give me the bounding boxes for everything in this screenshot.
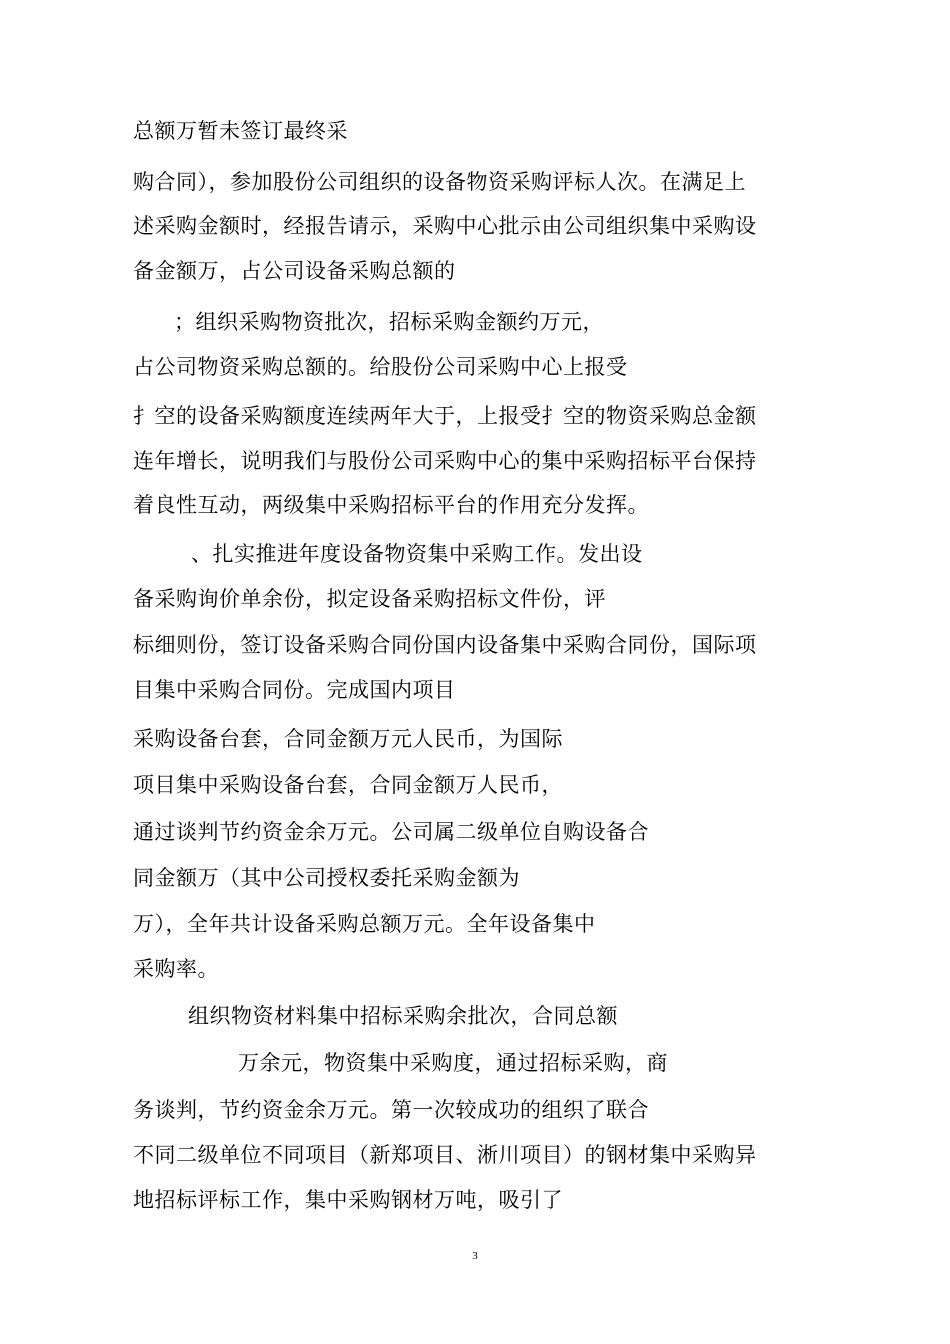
text-line: 组织物资材料集中招标采购余批次，合同总额 <box>188 1004 618 1028</box>
text-line: 占公司物资采购总额的。给股份公司采购中心上报受 <box>133 355 628 379</box>
text-line: 采购设备台套，合同金额万元人民币，为国际 <box>133 727 563 751</box>
text-line: 购合同），参加股份公司组织的设备物资采购评标人次。在满足上 <box>133 170 746 194</box>
text-line: 同金额万（其中公司授权委托采购金额为 <box>133 866 520 890</box>
text-line: 扌空的设备采购额度连续两年大于，上报受扌空的物资采购总金额 <box>133 404 757 428</box>
text-line: 标细则份，签订设备采购合同份国内设备集中采购合同份，国际项 <box>133 633 757 657</box>
page-number: 3 <box>472 1250 478 1262</box>
text-line: ；组织采购物资批次，招标采购金额约万元， <box>174 310 604 334</box>
text-line: 地招标评标工作，集中采购钢材万吨，吸引了 <box>133 1188 563 1212</box>
text-line: 万余元，物资集中采购度，通过招标采购，商 <box>238 1051 668 1075</box>
text-line: 项目集中采购设备台套，合同金额万人民币， <box>133 773 563 797</box>
text-line: 不同二级单位不同项目（新郑项目、淅川项目）的钢材集中采购异 <box>133 1143 757 1167</box>
text-line: 采购率。 <box>133 957 219 981</box>
text-line: 备采购询价单余份，拟定设备采购招标文件份，评 <box>133 587 606 611</box>
text-line: 备金额万，占公司设备采购总额的 <box>133 259 456 283</box>
text-line: 、扎实推进年度设备物资集中采购工作。发出设 <box>191 542 643 566</box>
text-line: 万），全年共计设备采购总额万元。全年设备集中 <box>133 912 596 936</box>
text-line: 连年增长，说明我们与股份公司采购中心的集中采购招标平台保持 <box>133 449 757 473</box>
text-line: 通过谈判节约资金余万元。公司属二级单位自购设备合 <box>133 820 649 844</box>
text-line: 述采购金额时，经报告请示，采购中心批示由公司组织集中采购设 <box>133 214 757 238</box>
text-line: 着良性互动，两级集中采购招标平台的作用充分发挥。 <box>133 493 649 517</box>
text-line: 目集中采购合同份。完成国内项目 <box>133 678 456 702</box>
text-line: 务谈判，节约资金余万元。第一次较成功的组织了联合 <box>133 1098 649 1122</box>
text-line: 总额万暂未签订最终采 <box>133 119 348 143</box>
